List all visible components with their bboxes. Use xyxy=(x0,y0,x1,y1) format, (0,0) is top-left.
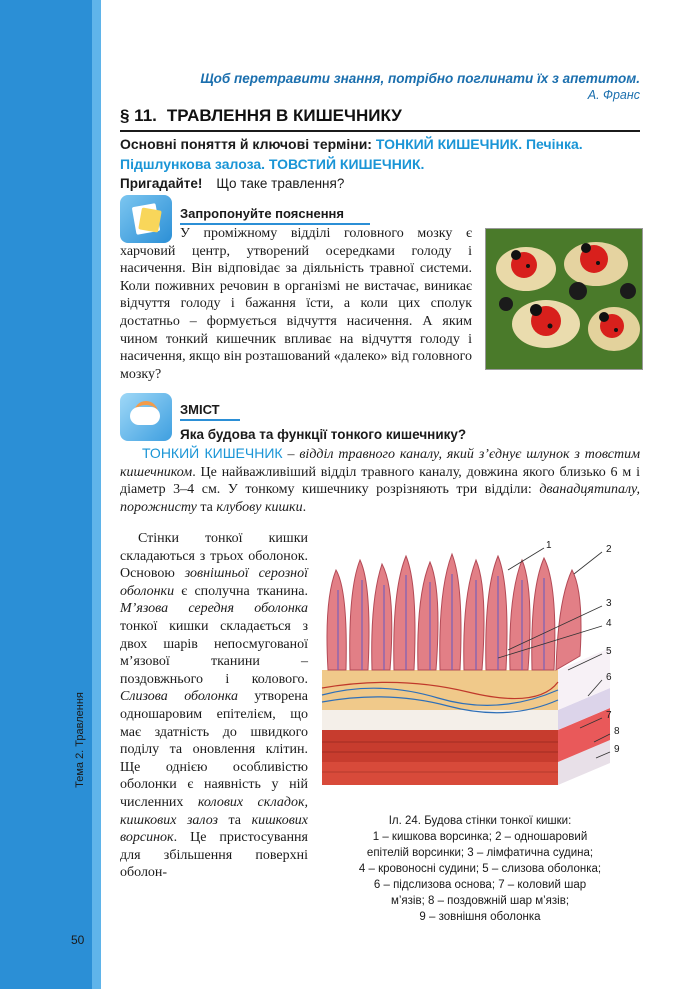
content-heading: ЗМІСТ xyxy=(180,402,240,421)
key-term-3: Підшлункова залоза. xyxy=(120,156,266,172)
small-intestine-paragraph: ТОНКИЙ КИШЕЧНИК – відділ травного каналу, який з’єднує шлунок з товстим кишечником. Це найважливіший відділ травного каналу, довжина якого близько 6 м і діаметр 3–4 см. У тонкому кишечнику розрізняють три відділи: дванадцятипалу, порожнисту та клубову кишки. xyxy=(120,445,641,515)
figure-label-2: 2 xyxy=(606,544,612,555)
figure-label-5: 5 xyxy=(606,646,612,657)
figure-caption: Іл. 24. Будова стінки тонкої кишки: 1 – кишкова ворсинка; 2 – одношаровий епітелій ворсинки; 3 – лімфатична судина; 4 – кровоносні судини; 5 – слизова оболонка; 6 – підслизова основа; 7 – коловий шар м’язів; 8 – поздовжній шар м’язів; 9 – зовнішня оболонка xyxy=(358,815,602,923)
figure-label-4: 4 xyxy=(606,618,612,629)
chapter-side-title: Тема 2. Травлення xyxy=(74,692,86,788)
epigraph xyxy=(150,70,640,104)
content-icon xyxy=(120,393,172,441)
key-term-2: Печінка. xyxy=(525,136,583,152)
recall-label: Пригадайте! xyxy=(120,176,203,191)
recall-line xyxy=(120,175,344,193)
key-term-4: ТОВСТИЙ КИШЕЧНИК. xyxy=(268,156,425,172)
figure-label-1: 1 xyxy=(546,540,552,551)
figure-label-7: 7 xyxy=(606,710,612,721)
page-title xyxy=(120,106,640,132)
figure-label-3: 3 xyxy=(606,598,612,609)
figure-label-8: 8 xyxy=(614,726,620,737)
epigraph-quote: Щоб перетравити знання, потрібно поглинати їх з апетитом. xyxy=(200,71,640,86)
recall-text: Що таке травлення? xyxy=(216,176,345,191)
explanation-heading: Запропонуйте пояснення xyxy=(180,206,370,225)
ladybug-food-photo xyxy=(485,228,643,370)
key-term-1: ТОНКИЙ КИШЕЧНИК. xyxy=(375,136,523,152)
content-question: Яка будова та функції тонкого кишечнику? xyxy=(180,427,467,442)
key-terms-label: Основні поняття й ключові терміни: xyxy=(120,136,372,152)
intestine-wall-figure xyxy=(318,530,640,802)
page-number: 50 xyxy=(71,933,85,947)
intestine-wall-paragraph: Стінки тонкої кишки складаються з трьох оболонок. Основою зовнішньої серозної оболонки є сполучна тканина. М’язова середня оболонка тонкої кишки складається з двох шарів непосмугованої м’язової тканини – поздовжнього і колового. Слизова оболонка утворена одношаровим епітелієм, що має здатність до швидкого поділу та оновлення клітин. Ще однією особливістю оболонки є наявність у ній численних колових складок, кишкових залоз та кишкових ворсинок. Це пристосування для збільшення поверхні оболон- xyxy=(120,531,308,881)
small-intestine-term: ТОНКИЙ КИШЕЧНИК xyxy=(142,445,283,461)
figure-label-6: 6 xyxy=(606,672,612,683)
section-number: § 11. xyxy=(120,106,157,125)
key-terms xyxy=(120,134,642,174)
left-margin-stripe xyxy=(0,0,92,989)
section-title: ТРАВЛЕННЯ В КИШЕЧНИКУ xyxy=(166,106,402,125)
left-margin-stripe-light xyxy=(92,0,101,989)
explanation-text: У проміжному відділі головного мозку є харчовий центр, утворений осередками голоду і насичення. Він відповідає за діяльність травної системи. Коли поживних речовин в організмі не вистачає, виникає відчуття голоду і бажання їсти, а коли цих сполук достатньо – формується відчуття насичення. А яким чином тонкий кишечник впливає на відчуття голоду і насичення, якщо він розташований «далеко» від головного мозку? xyxy=(120,226,472,382)
figure-label-9: 9 xyxy=(614,744,620,755)
epigraph-author: А. Франс xyxy=(587,88,640,102)
